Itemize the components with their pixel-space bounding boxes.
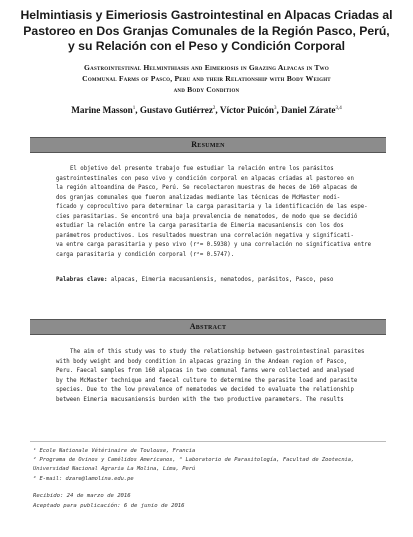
author-name: Marine Masson — [71, 105, 133, 116]
article-title — [20, 8, 393, 55]
abstract-heading-bar — [30, 319, 386, 335]
author-affiliation: 3 — [274, 106, 277, 111]
received-date: Recibido: 24 de marzo de 2016 — [33, 493, 131, 499]
text-line: species. Due to the low prevalence of nematodes we decided to evaluate the relationship — [56, 387, 354, 394]
publication-dates — [33, 491, 393, 511]
keywords — [56, 276, 366, 285]
english-title-line: Gastrointestinal Helminthiasis and Eimeriosis in Grazing Alpacas in Two — [84, 63, 329, 72]
text-line: El objetivo del presente trabajo fue estudiar la relación entre los parásitos — [70, 166, 334, 172]
resumen-heading-bar — [30, 137, 386, 153]
author-name: Víctor Puicón — [219, 105, 275, 116]
text-line: between Eimeria macusaniensis burden with the two productive parameters. The results — [56, 396, 344, 403]
text-line: va entre carga parasitaria y peso vivo (r²= 0.5938) y una correlación no significativa entre — [56, 242, 372, 249]
text-line: dos granjas comunales que fueron analizadas mediante las técnicas de McMaster modi- — [56, 194, 341, 201]
resumen-text — [56, 165, 372, 260]
text-line: parámetros productivos. Los resultados muestran una correlación negativa y significati- — [56, 232, 354, 239]
text-line: The aim of this study was to study the relationship between gastrointestinal parasites — [70, 349, 365, 355]
text-line: estudiar la relación entre la carga parasitaria de Eimeria macusaniensis con los dos — [56, 223, 344, 230]
author-affiliation: 3,4 — [335, 106, 342, 111]
abstract-text — [56, 348, 365, 405]
abstract-heading: Abstract — [189, 322, 227, 331]
text-line: carga parasitaria y condición corporal (r²= 0.5747). — [56, 251, 235, 258]
footnote-divider — [30, 441, 386, 442]
footnote-line: Universidad Nacional Agraria La Molina, Lima, Perú — [33, 466, 196, 473]
footnote-line: ² Programa de Ovinos y Camélidos Americanos, ³ Laboratorio de Parasitología, Facultad de Zootecnia, — [33, 457, 355, 464]
text-line: Peru. Faecal samples from 160 alpacas in two communal farms were collected and analysed — [56, 368, 354, 375]
author-list: Marine Masson$^1$, Gustavo Gutiérrez$^2$, Víctor Puicón$^3$, Daniel Zárate$^{3,4}$ — [71, 105, 342, 116]
accepted-date: Aceptado para publicación: 6 de junio de 2016 — [33, 503, 185, 509]
text-line: by the McMaster technique and faecal culture to determine the parasite load and parasite — [56, 377, 358, 384]
english-title-line: Communal Farms of Pasco, Peru and their Relationship with Body Weight — [82, 74, 331, 83]
author-affiliation: 1 — [132, 106, 136, 111]
text-line: gastrointestinales con peso vivo y condición corporal en alpacas criadas al pastoreo en — [56, 175, 354, 182]
footnote-line: ⁴ E-mail: dzare@lamolina.edu.pe — [33, 475, 134, 482]
title-line: Pastoreo en Dos Granjas Comunales de la Región Pasco, Perú, — [23, 23, 390, 38]
footnote-line: ¹ Ecole Nationale Vétérinaire de Toulouse, Francia — [33, 448, 196, 454]
english-title — [20, 62, 393, 95]
text-line: ficado y coprocultivo para determinar la carga parasitaria y la identificación de las espe- — [56, 204, 368, 211]
author-name: Daniel Zárate — [281, 105, 336, 116]
author-name: Gustavo Gutiérrez — [139, 105, 213, 116]
title-line: Helmintiasis y Eimeriosis Gastrointestinal en Alpacas Criadas al — [20, 8, 393, 22]
keywords-text: alpacas, Eimeria macusaniensis, nematodos, parásitos, Pasco, peso — [110, 277, 334, 283]
text-line: with body weight and body condition in alpacas grazing in the Andean region of Pasco, — [56, 358, 348, 365]
footnotes — [33, 447, 403, 484]
resumen-heading: Resumen — [191, 140, 225, 149]
text-line: la región altoandina de Pasco, Perú. Se recolectaron muestras de heces de 160 alpacas de — [56, 185, 358, 192]
title-line: y su Relación con el Peso y Condición Corporal — [68, 39, 345, 53]
author-affiliation: 2 — [212, 106, 216, 111]
text-line: cies parasitarias. Se encontró una baja prevalencia de nematodos, de modo que se decidió — [56, 213, 358, 220]
keywords-label: Palabras clave: — [56, 277, 108, 283]
english-title-line: and Body Condition — [173, 85, 240, 94]
